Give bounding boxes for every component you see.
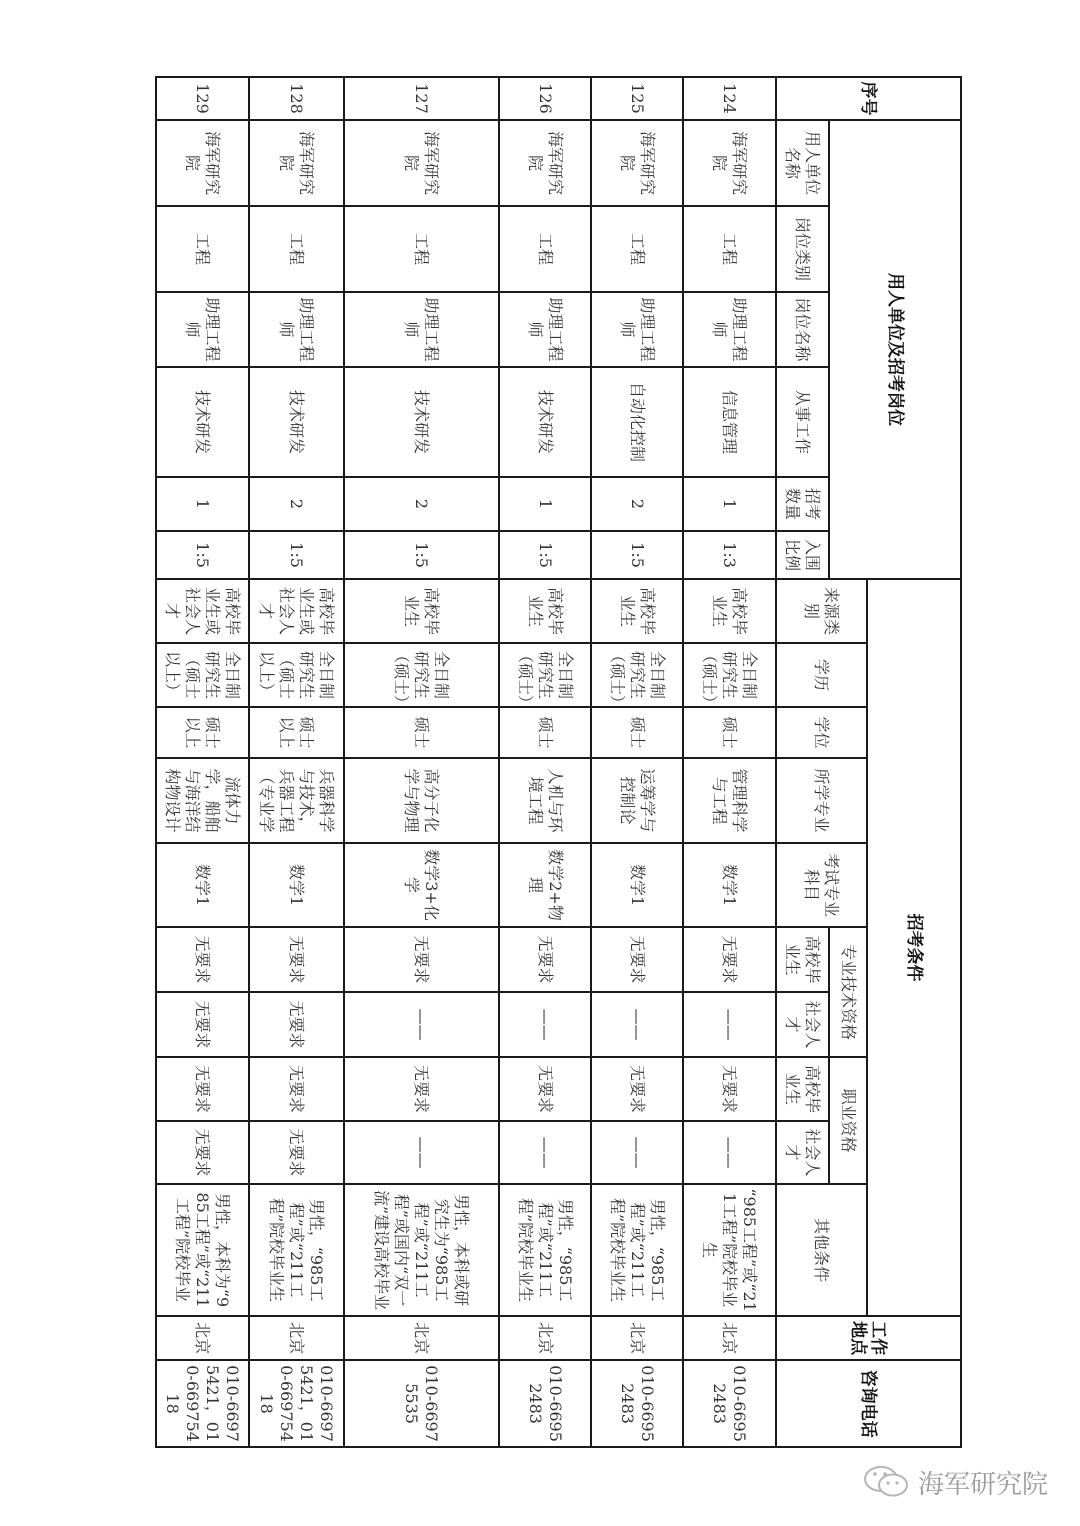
cell-count: 2 [591, 477, 683, 531]
header-unit-name: 用人单位名称 [776, 120, 829, 206]
cell-source: 高校毕业生或社会人才 [156, 579, 249, 643]
cell-count: 1 [156, 477, 249, 531]
cell-tech-social: 无要求 [249, 992, 344, 1057]
cell-other: 男性，“985工程”或“211工程”院校毕业生 [249, 1184, 344, 1316]
cell-tech-grad: 无要求 [344, 927, 499, 992]
header-job-social: 社会人才 [776, 1121, 829, 1184]
wechat-icon [862, 1464, 912, 1500]
cell-degree: 硕士以上 [249, 707, 344, 758]
header-count: 招考数量 [776, 477, 829, 531]
cell-source: 高校毕业生 [683, 579, 776, 643]
header-location: 工作地点 [776, 1316, 961, 1360]
cell-ratio: 1:5 [344, 531, 499, 579]
cell-tech-social: —— [683, 992, 776, 1057]
cell-other: 男性，“985工程”或“211工程”院校毕业生 [499, 1184, 591, 1316]
cell-type: 工程 [344, 206, 499, 292]
cell-phone: 010-66975535 [344, 1360, 499, 1447]
cell-source: 高校毕业生或社会人才 [249, 579, 344, 643]
cell-education: 全日制研究生（硕士） [344, 643, 499, 707]
cell-job-grad: 无要求 [499, 1057, 591, 1121]
cell-job-social: 无要求 [156, 1121, 249, 1184]
header-seq: 序号 [776, 77, 961, 120]
cell-count: 1 [499, 477, 591, 531]
cell-job-grad: 无要求 [591, 1057, 683, 1121]
header-other: 其他条件 [776, 1184, 867, 1316]
watermark-text: 海军研究院 [918, 1469, 1049, 1500]
header-major: 所学专业 [776, 758, 867, 843]
cell-education: 全日制研究生（硕士以上） [156, 643, 249, 707]
cell-type: 工程 [591, 206, 683, 292]
cell-seq: 125 [591, 77, 683, 120]
cell-job-grad: 无要求 [344, 1057, 499, 1121]
header-post-name: 岗位名称 [776, 292, 829, 367]
header-post-type: 岗位类别 [776, 206, 829, 292]
cell-seq: 126 [499, 77, 591, 120]
cell-education: 全日制研究生（硕士以上） [249, 643, 344, 707]
cell-source: 高校毕业生 [591, 579, 683, 643]
cell-tech-grad: 无要求 [591, 927, 683, 992]
cell-count: 2 [249, 477, 344, 531]
header-source: 来源类别 [776, 579, 867, 643]
header-tech-qual: 专业技术资格 [829, 927, 867, 1057]
cell-major: 流体力学，船舶与海洋结构物设计 [156, 758, 249, 843]
cell-job-grad: 无要求 [683, 1057, 776, 1121]
table-row [344, 77, 499, 1447]
cell-seq: 124 [683, 77, 776, 120]
cell-unit: 海军研究院 [344, 120, 499, 206]
cell-major: 高分子化学与物理 [344, 758, 499, 843]
cell-seq: 127 [344, 77, 499, 120]
cell-other: 男性，本科为“985工程”或“211工程”院校毕业 [156, 1184, 249, 1316]
cell-job-social: 无要求 [249, 1121, 344, 1184]
cell-exam: 数学3+化学 [344, 843, 499, 927]
cell-major: 运筹学与控制论 [591, 758, 683, 843]
cell-ratio: 1:5 [156, 531, 249, 579]
cell-type: 工程 [249, 206, 344, 292]
cell-tech-social: 无要求 [156, 992, 249, 1057]
cell-degree: 硕士 [499, 707, 591, 758]
header-tech-grad: 高校毕业生 [776, 927, 829, 992]
cell-job-grad: 无要求 [249, 1057, 344, 1121]
cell-work: 技术研发 [499, 367, 591, 477]
cell-post: 助理工程师 [249, 292, 344, 367]
recruitment-table-rotated [157, 76, 962, 1446]
cell-unit: 海军研究院 [499, 120, 591, 206]
cell-seq: 129 [156, 77, 249, 120]
recruitment-table [155, 76, 962, 1448]
cell-location: 北京 [249, 1316, 344, 1360]
cell-exam: 数学2+物理 [499, 843, 591, 927]
table-row [683, 77, 776, 1447]
header-education: 学历 [776, 643, 867, 707]
cell-post: 助理工程师 [683, 292, 776, 367]
cell-tech-grad: 无要求 [156, 927, 249, 992]
cell-count: 2 [344, 477, 499, 531]
header-job-grad: 高校毕业生 [776, 1057, 829, 1121]
cell-tech-grad: 无要求 [249, 927, 344, 992]
header-group-unit: 用人单位及招考岗位 [829, 120, 961, 579]
cell-tech-social: —— [499, 992, 591, 1057]
cell-type: 工程 [156, 206, 249, 292]
table-row [156, 77, 249, 1447]
table-row [591, 77, 683, 1447]
cell-work: 技术研发 [249, 367, 344, 477]
cell-ratio: 1:5 [591, 531, 683, 579]
cell-job-social: —— [591, 1121, 683, 1184]
cell-degree: 硕士 [683, 707, 776, 758]
cell-exam: 数学1 [683, 843, 776, 927]
cell-post: 助理工程师 [591, 292, 683, 367]
cell-tech-grad: 无要求 [499, 927, 591, 992]
cell-location: 北京 [344, 1316, 499, 1360]
cell-count: 1 [683, 477, 776, 531]
cell-type: 工程 [683, 206, 776, 292]
header-degree: 学位 [776, 707, 867, 758]
cell-phone: 010-66952483 [591, 1360, 683, 1447]
header-exam: 考试专业科目 [776, 843, 867, 927]
cell-job-social: —— [344, 1121, 499, 1184]
cell-post: 助理工程师 [499, 292, 591, 367]
cell-work: 自动化控制 [591, 367, 683, 477]
cell-degree: 硕士 [591, 707, 683, 758]
cell-major: 兵器科学与技术，兵器工程（专业学 [249, 758, 344, 843]
cell-source: 高校毕业生 [344, 579, 499, 643]
cell-location: 北京 [499, 1316, 591, 1360]
cell-exam: 数学1 [156, 843, 249, 927]
header-phone: 咨询电话 [776, 1360, 961, 1447]
cell-phone: 010-66952483 [499, 1360, 591, 1447]
cell-other: 男性，“985工程”或“211工程”院校毕业生 [591, 1184, 683, 1316]
cell-ratio: 1:3 [683, 531, 776, 579]
cell-tech-social: —— [591, 992, 683, 1057]
cell-phone: 010-66975421，010-66975418 [156, 1360, 249, 1447]
cell-job-social: —— [499, 1121, 591, 1184]
cell-source: 高校毕业生 [499, 579, 591, 643]
cell-location: 北京 [591, 1316, 683, 1360]
cell-unit: 海军研究院 [156, 120, 249, 206]
header-tech-social: 社会人才 [776, 992, 829, 1057]
cell-ratio: 1:5 [249, 531, 344, 579]
cell-phone: 010-66952483 [683, 1360, 776, 1447]
cell-phone: 010-66975421，010-66975418 [249, 1360, 344, 1447]
cell-education: 全日制研究生（硕士） [499, 643, 591, 707]
cell-unit: 海军研究院 [249, 120, 344, 206]
watermark [862, 1462, 1048, 1502]
cell-post: 助理工程师 [344, 292, 499, 367]
cell-work: 信息管理 [683, 367, 776, 477]
cell-exam: 数学1 [249, 843, 344, 927]
cell-work: 技术研发 [156, 367, 249, 477]
cell-exam: 数学1 [591, 843, 683, 927]
cell-post: 助理工程师 [156, 292, 249, 367]
header-ratio: 入围比例 [776, 531, 829, 579]
cell-other: 男性，本科或研究生为“985工程”或“211工程”或国内“双一流”建设高校毕业 [344, 1184, 499, 1316]
cell-education: 全日制研究生（硕士） [683, 643, 776, 707]
cell-degree: 硕士以上 [156, 707, 249, 758]
table-row [499, 77, 591, 1447]
cell-work: 技术研发 [344, 367, 499, 477]
cell-unit: 海军研究院 [591, 120, 683, 206]
cell-education: 全日制研究生（硕士） [591, 643, 683, 707]
table-row [249, 77, 344, 1447]
cell-unit: 海军研究院 [683, 120, 776, 206]
cell-other: “985工程”或“211工程”院校毕业生 [683, 1184, 776, 1316]
cell-tech-social: —— [344, 992, 499, 1057]
cell-seq: 128 [249, 77, 344, 120]
header-work: 从事工作 [776, 367, 829, 477]
cell-tech-grad: 无要求 [683, 927, 776, 992]
cell-type: 工程 [499, 206, 591, 292]
header-group-conditions: 招考条件 [867, 579, 961, 1316]
cell-job-grad: 无要求 [156, 1057, 249, 1121]
header-job-qual: 职业资格 [829, 1057, 867, 1184]
cell-location: 北京 [156, 1316, 249, 1360]
cell-job-social: —— [683, 1121, 776, 1184]
cell-degree: 硕士 [344, 707, 499, 758]
cell-ratio: 1:5 [499, 531, 591, 579]
cell-major: 人机与环境工程 [499, 758, 591, 843]
cell-major: 管理科学与工程 [683, 758, 776, 843]
cell-location: 北京 [683, 1316, 776, 1360]
